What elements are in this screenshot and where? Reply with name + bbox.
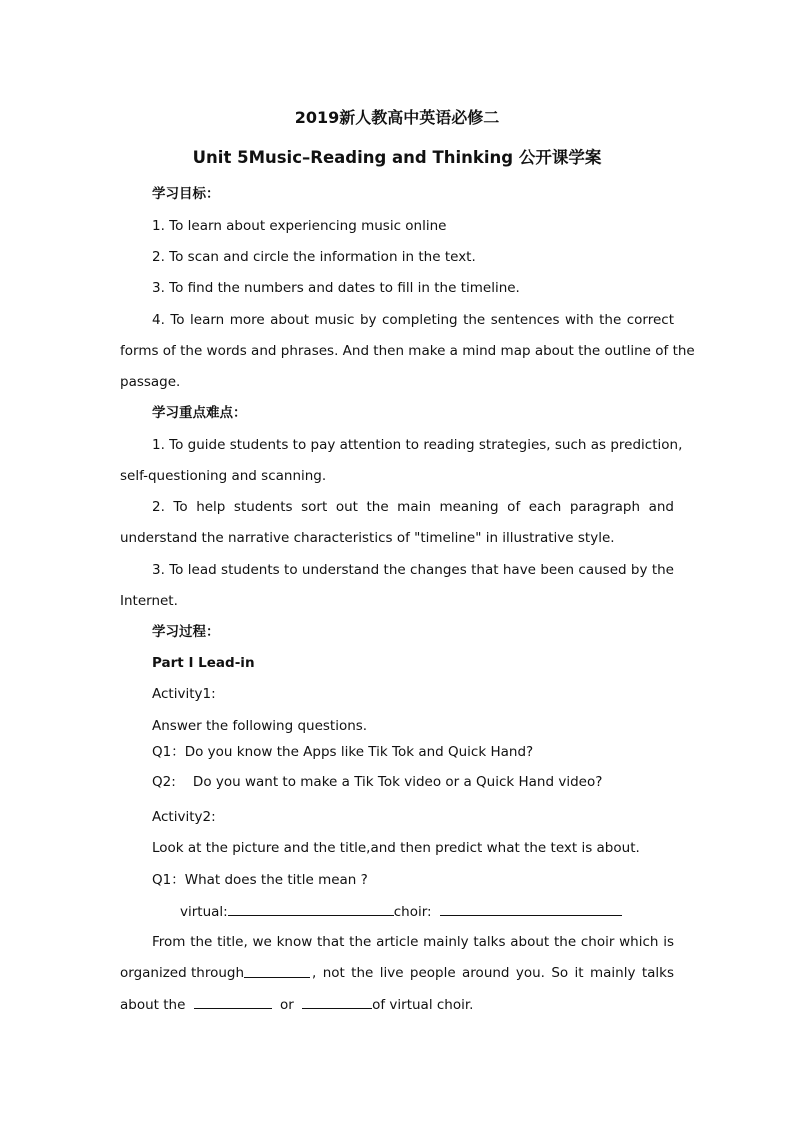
activity-2-instruction: Look at the picture and the title,and then predict what the text is about. (152, 840, 640, 856)
page-subtitle: Unit 5Music–Reading and Thinking 公开课学案 (192, 148, 602, 167)
about-the-blank[interactable] (194, 994, 272, 1009)
page-title: 2019新人教高中英语必修二 (294, 108, 500, 127)
keypoint-3-line-2: Internet. (120, 593, 178, 609)
objective-4-line-1: 4. To learn more about music by completing the sentences with the correct (152, 312, 674, 328)
paragraph-line-3-end: of virtual choir. (372, 997, 474, 1013)
virtual-answer-blank[interactable] (228, 901, 394, 916)
process-heading: 学习过程： (152, 624, 220, 640)
keypoint-1-line-1: 1. To guide students to pay attention to reading strategies, such as prediction, (152, 437, 683, 453)
objective-4-line-3: passage. (120, 374, 181, 390)
paragraph-line-3 (120, 994, 473, 1015)
paragraph-line-3-start: about the (120, 997, 186, 1013)
activity-2-label: Activity2: (152, 809, 216, 825)
keypoints-heading: 学习重点难点： (152, 405, 247, 421)
choir-answer-blank[interactable] (440, 901, 622, 916)
part-1-heading: Part Ⅰ Lead-in (152, 655, 255, 671)
objectives-heading: 学习目标： (152, 186, 220, 202)
paragraph-line-2 (120, 963, 674, 983)
definition-row (180, 901, 622, 922)
objective-2: 2. To scan and circle the information in the text. (152, 249, 476, 265)
paragraph-line-2-start: organized through (120, 965, 245, 981)
activity-1-question-2: Q2: Do you want to make a Tik Tok video or a Quick Hand video? (152, 774, 603, 790)
keypoint-3-line-1: 3. To lead students to understand the changes that have been caused by the (152, 562, 674, 578)
activity-1-question-1: Q1：Do you know the Apps like Tik Tok and Quick Hand? (152, 744, 534, 760)
keypoint-2-line-1: 2. To help students sort out the main meaning of each paragraph and (152, 499, 674, 515)
keypoint-1-line-2: self-questioning and scanning. (120, 468, 327, 484)
paragraph-line-1: From the title, we know that the article mainly talks about the choir which is (152, 934, 674, 950)
organized-through-blank[interactable] (244, 963, 310, 978)
activity-1-instruction: Answer the following questions. (152, 718, 368, 734)
paragraph-line-3-or: or (280, 997, 294, 1013)
keypoint-2-line-2: understand the narrative characteristics of "timeline" in illustrative style. (120, 530, 615, 546)
virtual-label: virtual: (180, 904, 228, 920)
paragraph-line-2-end: , not the live people around you. So it mainly talks (312, 965, 674, 981)
objective-3: 3. To find the numbers and dates to fill in the timeline. (152, 280, 520, 296)
choir-label: choir: (393, 904, 436, 920)
objective-4-line-2: forms of the words and phrases. And then make a mind map about the outline of the (120, 343, 695, 359)
activity-1-label: Activity1: (152, 686, 216, 702)
activity-2-question-1: Q1：What does the title mean ? (152, 872, 368, 888)
or-blank[interactable] (302, 994, 372, 1009)
objective-1: 1. To learn about experiencing music online (152, 218, 447, 234)
